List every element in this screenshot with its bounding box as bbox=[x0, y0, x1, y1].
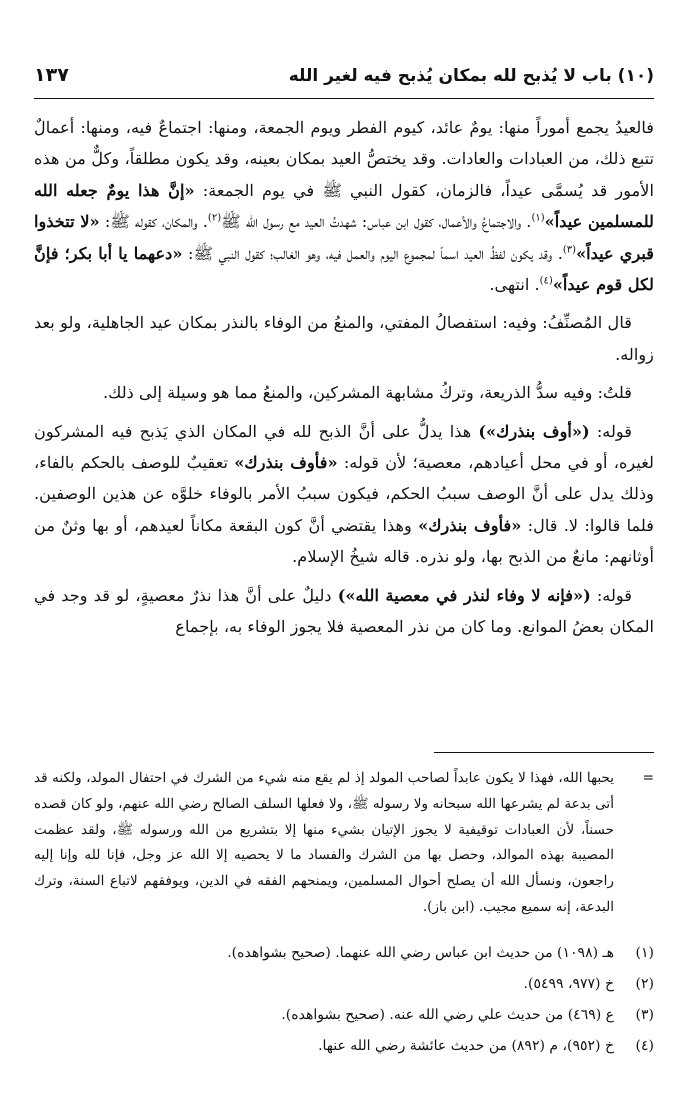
hadith-quote: («أوف بنذرك») bbox=[478, 421, 590, 441]
footnote-item bbox=[34, 1031, 654, 1062]
paragraph-commentary: قلتُ: وفيه سدُّ الذريعة، وتركُ مشابهة المشركين، والمنعُ مما هو وسيلة إلى ذلك. bbox=[102, 383, 632, 403]
footnote-continuation bbox=[34, 766, 654, 921]
footnote-text: خ (٩٥٢)، م (٨٩٢) من حديث عائشة رضي الله عنها. bbox=[318, 1038, 614, 1054]
footnote-number: (١) bbox=[635, 945, 654, 961]
page-number: ١٣٧ bbox=[34, 64, 69, 86]
footnote-ref: (١) bbox=[531, 212, 545, 224]
footnote-item bbox=[34, 969, 654, 1000]
footnote-ref: (٢) bbox=[207, 212, 222, 224]
footnote-number: (٢) bbox=[635, 976, 654, 992]
paragraph-author-note: قال المُصنِّفُ: وفيه: استفصالُ المفتي، والمنعُ من الوفاء بالنذر بمكان عيد الجاهلية، ولو بعد زواله. bbox=[34, 313, 654, 364]
footnote-ref: (٤) bbox=[539, 275, 553, 287]
footnote-text: ع (٤٦٩) من حديث علي رضي الله عنه. (صحيح بشواهده). bbox=[281, 1007, 614, 1023]
hadith-quote: «فأوف بنذرك» bbox=[418, 515, 522, 535]
footnote-text: هـ (١٠٩٨) من حديث ابن عباس رضي الله عنهما. (صحيح بشواهده). bbox=[227, 945, 614, 961]
paragraph-fulfil-vow: قوله: («أوف بنذرك») هذا يدلُّ على أنَّ الذبح لله في المكان الذي يَذبح فيه المشركون لغيره، أو في محل أعيادهم، معصية؛ لأن قوله: «فأوف بنذرك» تعقيبٌ للوصف بالحكم بالفاء، وذلك يدل على أنَّ الوصف سببُ الحكم، فيكون سببُ الأمر بالوفاء خلوَّه عن هذين الوصفين. فلما قالوا: لا. قال: «فأوف بنذرك» وهذا يقتضي أنَّ كون البقعة مكاناً لعيدهم، أو بها وثنٌ من أوثانهم: مانعٌ من الذبح بها، ولو نذره. قاله شيخُ الإسلام. bbox=[34, 421, 654, 567]
hadith-quote: «دعهما يا أبا بكر؛ فإنَّ لكل قوم عيداً» bbox=[34, 243, 654, 295]
hadith-quote: «إنَّ هذا يومٌ جعله الله للمسلمين عيداً» bbox=[34, 180, 654, 232]
main-text bbox=[34, 112, 654, 650]
paragraph-eid: فالعيدُ يجمع أموراً منها: يومٌ عائد، كيوم الفطر ويوم الجمعة، ومنها: اجتماعٌ فيه، ومنها: أعمالٌ تتبع ذلك، من العبادات والعادات. وقد يختصُّ العيد بمكان بعينه، وقد يكون مطلقاً، وكلٌّ من هذه الأمور قد يُسمَّى عيداً، فالزمان، كقول النبي ﷺ في يوم الجمعة: «إنَّ هذا يومٌ جعله الله للمسلمين عيداً»$^{(١)}$. والاجتماعُ والأعمال، كقول ابن عباس: شهدتُ العيد مع رسول الله ﷺ$^{(٢)}$. والمكان، كقوله ﷺ: «لا تتخذوا قبري عيداً»$^{(٣)}$. وقد يكون لفظُ العيد اسماً لمجموع اليوم والعمل فيه، وهو الغالب؛ كقول النبي ﷺ: «دعهما يا أبا بكر؛ فإنَّ لكل قوم عيداً»$^{(٤)}$. انتهى. bbox=[34, 118, 655, 295]
footnote-item bbox=[34, 938, 654, 969]
continuation-text: يحبها الله، فهذا لا يكون عابداً لصاحب المولد إذ لم يقع منه شيء من الشرك في احتفال المولد، ولكنه قد أتى بدعة لم يشرعها الله سبحانه ولا رسوله ﷺ، ولا فعلها السلف الصالح رضي الله عنهم، ولو كان قصده حسناً، لأن العبادات توقيفية لا يجوز الإتيان بشيء منها إلا بتشريع من الله ورسوله ﷺ، ولقد عظمت المصيبة بهذه الموالد، وحصل بها من الشرك والفساد ما لا يحصيه إلا الله عز وجل، فإنا لله وإنا إليه راجعون، ونسأل الله أن يصلح أحوال المسلمين، ويمنحهم الفقه في الدين، ويوفقهم لاتباع السنة، وترك البدعة، إنه سميع مجيب. (ابن باز). bbox=[34, 770, 614, 915]
footnote-number: (٤) bbox=[635, 1038, 654, 1054]
footnotes-list bbox=[34, 938, 654, 1062]
continuation-marker: = bbox=[642, 770, 654, 786]
paragraph-no-vow-in-sin: قوله: («فإنه لا وفاء لنذر في معصية الله») دليلٌ على أنَّ هذا نذرٌ معصيةٍ، لو قد وجد في المكان بعضُ الموانع. وما كان من نذر المعصية فلا يجوز الوفاء به، بإجماع bbox=[34, 585, 654, 637]
chapter-title: (١٠) باب لا يُذبح لله بمكان يُذبح فيه لغير الله bbox=[288, 66, 654, 86]
hadith-quote: («فإنه لا وفاء لنذر في معصية الله») bbox=[337, 585, 591, 605]
hadith-quote: «فأوف بنذرك» bbox=[234, 453, 338, 473]
footnote-text: خ (٩٧٧، ٥٤٩٩). bbox=[523, 976, 614, 992]
footnote-number: (٣) bbox=[635, 1007, 654, 1023]
page-header bbox=[34, 62, 654, 99]
footnote-separator bbox=[434, 752, 654, 753]
footnote-ref: (٣) bbox=[562, 244, 577, 256]
footnote-item bbox=[34, 1000, 654, 1031]
hadith-quote: «لا تتخذوا قبري عيداً» bbox=[34, 212, 655, 263]
